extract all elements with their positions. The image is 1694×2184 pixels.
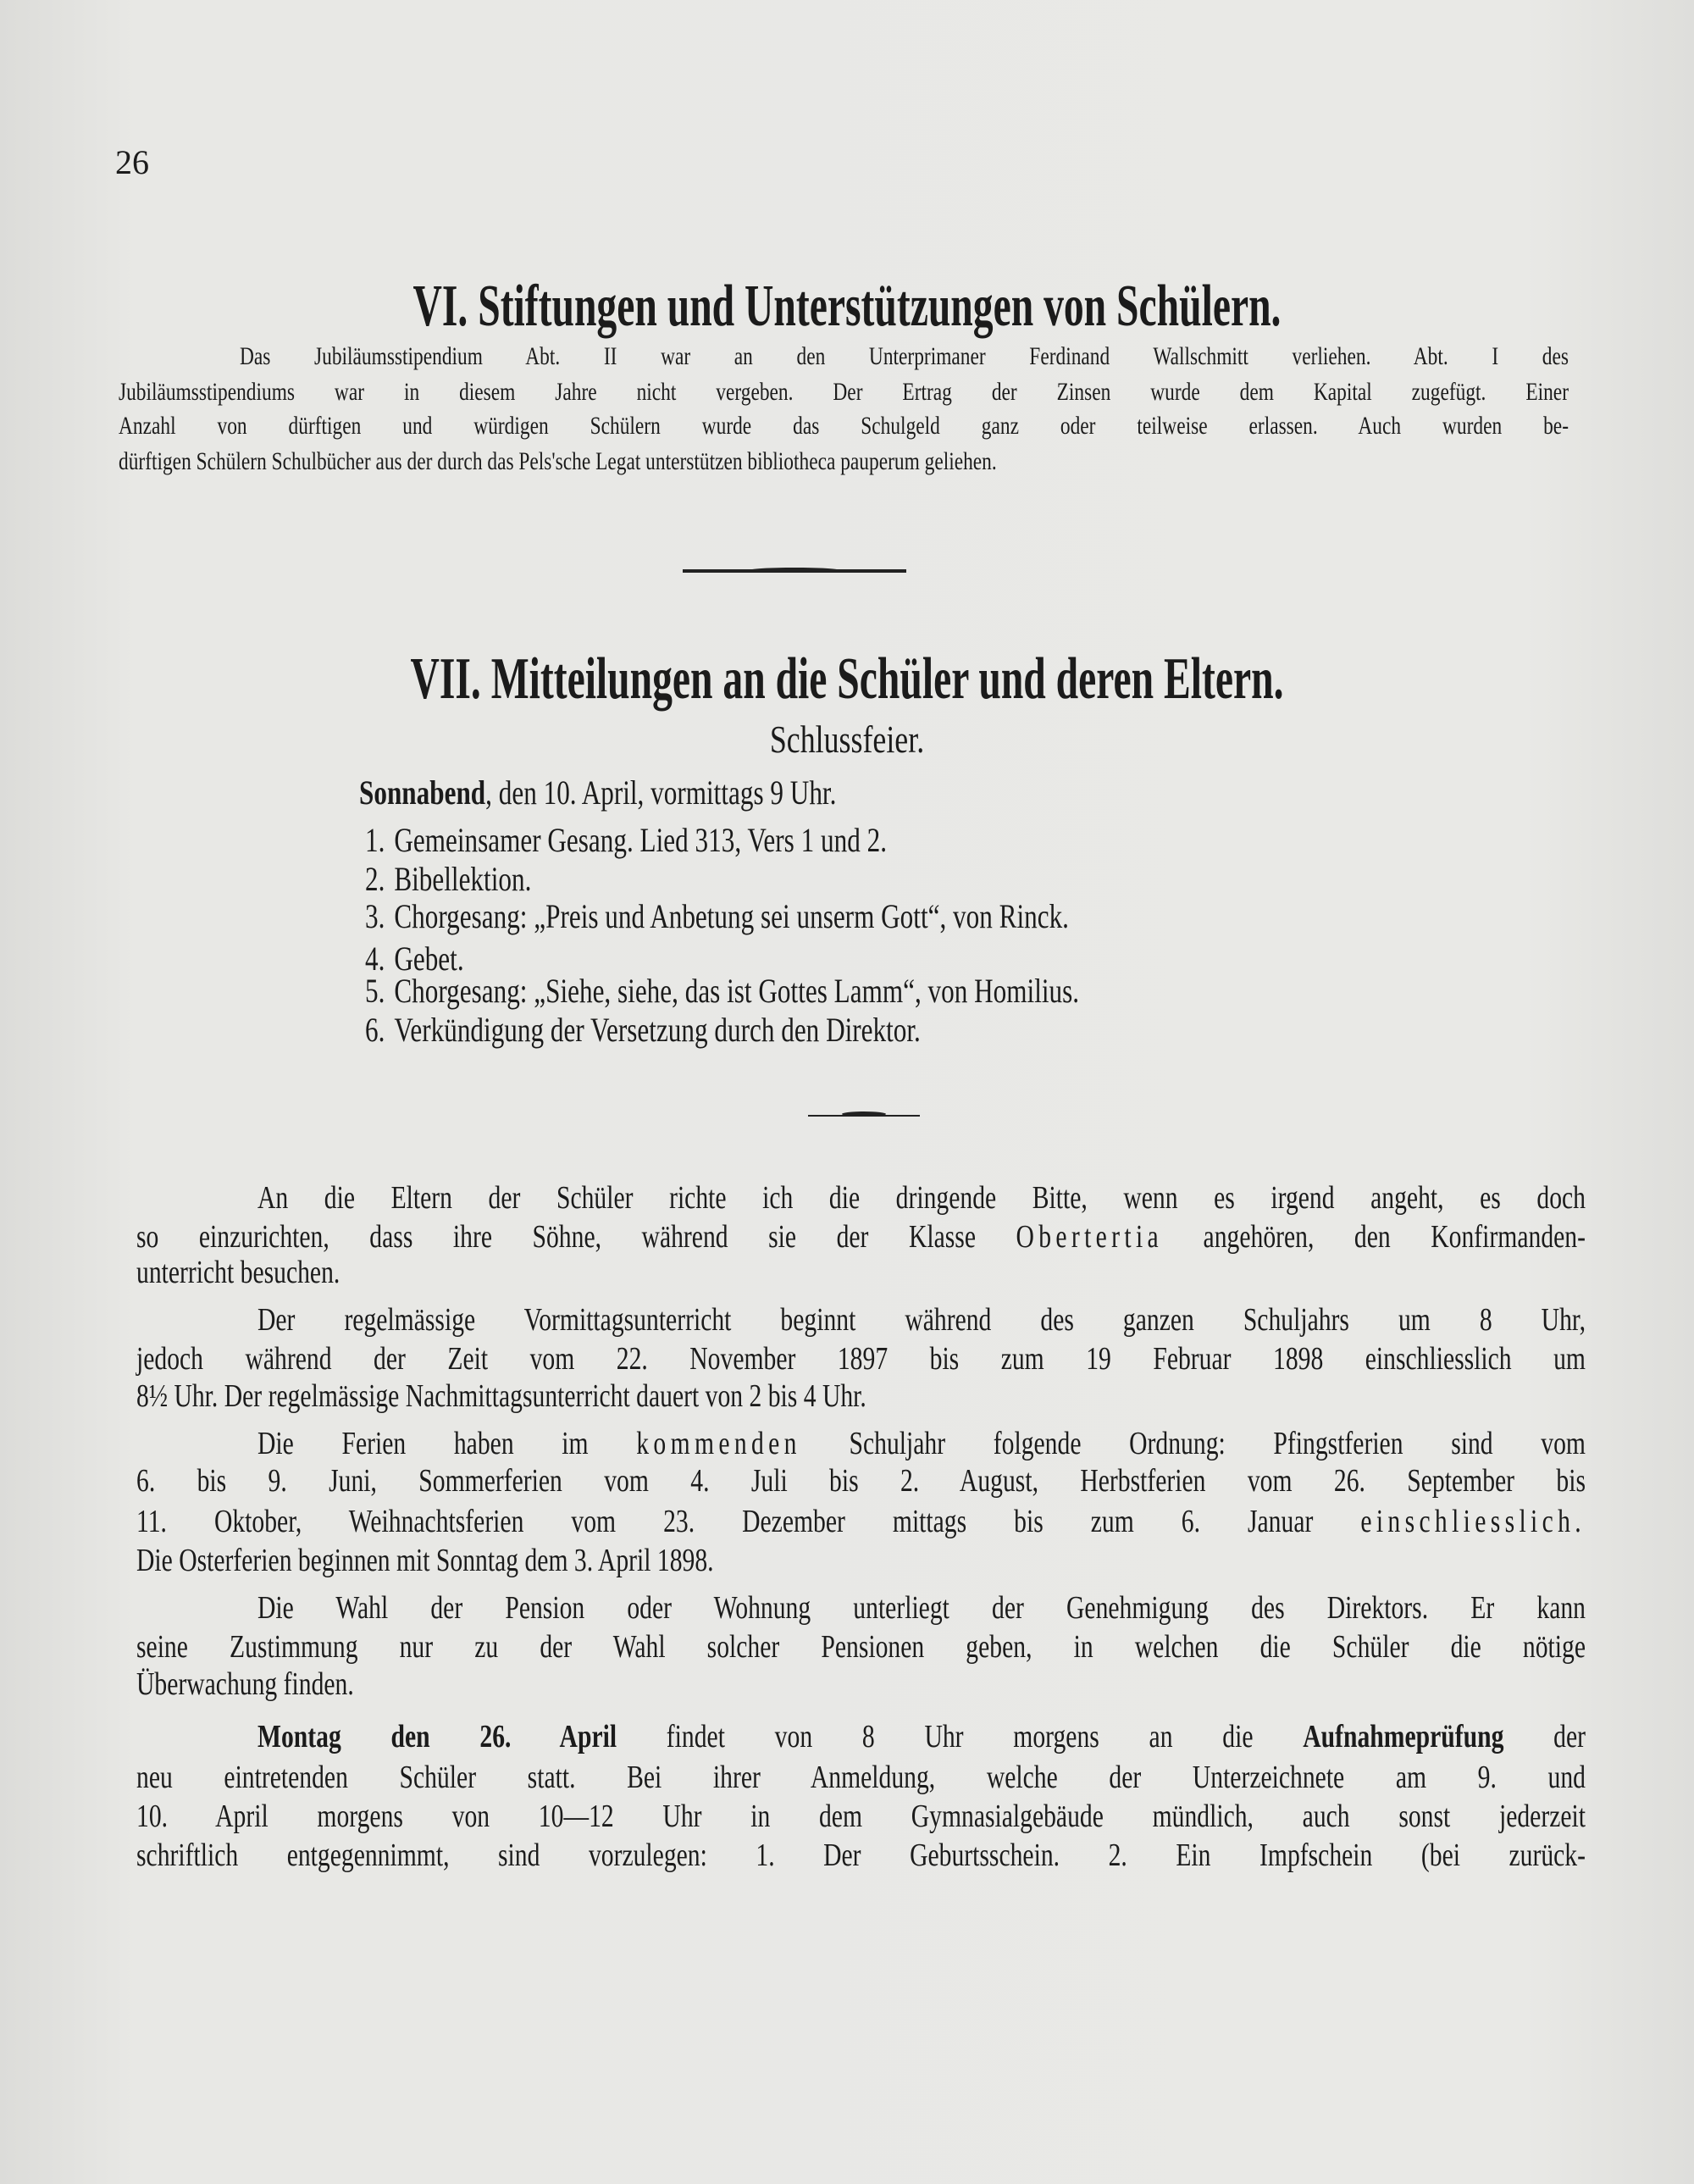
paragraph-line (136, 1759, 1586, 1796)
text-segment: An die Eltern der Schüler richte ich die dringende Bitte, wenn es irgend angeht, es doch (257, 1180, 1586, 1216)
paragraph-line (136, 1837, 1586, 1874)
program-item-number: 2. (365, 860, 385, 898)
program-item (365, 896, 1069, 936)
section-7-heading: VII. Mitteilungen an die Schüler und deren Eltern. (410, 646, 1284, 712)
program-item (365, 1010, 921, 1050)
text-segment: einschliesslich. (1360, 1504, 1586, 1539)
text-segment: schriftlich entgegennimmt, sind vorzulegen: 1. Der Geburtsschein. 2. Ein Impfschein (bei zurück- (136, 1838, 1586, 1873)
paragraph-line (136, 1666, 354, 1703)
text-segment: findet von 8 Uhr morgens an die (617, 1719, 1304, 1754)
text-segment: Der regelmässige Vormittagsunterricht beginnt während des ganzen Schuljahrs um 8 Uhr, (257, 1302, 1586, 1338)
paragraph-line (136, 1340, 1586, 1377)
program-item-number: 1. (365, 821, 385, 859)
text-segment: dürftigen Schülern Schulbücher aus der durch das Pels'sche Legat unterstützen bibliotheca pauperum geliehen. (119, 447, 997, 475)
paragraph-line (257, 1718, 1586, 1755)
section-divider (683, 569, 906, 573)
text-segment: Überwachung finden. (136, 1666, 354, 1702)
text-segment: , den 10. April, vormittags 9 Uhr. (485, 773, 837, 812)
program-item-text: Chorgesang: „Siehe, siehe, das ist Gottes Lamm“, von Homilius. (394, 972, 1080, 1010)
paragraph-line (136, 1628, 1586, 1666)
program-item (365, 820, 887, 860)
text-segment: Anzahl von dürftigen und würdigen Schülern wurde das Schulgeld ganz oder teilweise erlassen. Auch wurden be- (119, 412, 1569, 440)
text-segment: Die Osterferien beginnen mit Sonntag dem 3. April 1898. (136, 1543, 714, 1578)
section-6-heading: VI. Stiftungen und Unterstützungen von Schülern. (412, 274, 1282, 339)
text-segment: Montag den 26. April (257, 1719, 617, 1754)
date-line (359, 773, 836, 812)
text-segment: Schuljahr folgende Ordnung: Pfingstferien sind vom (800, 1426, 1586, 1461)
paragraph-line (136, 1503, 1586, 1540)
paragraph-line (136, 1798, 1586, 1835)
paragraph-line (257, 1301, 1586, 1339)
page-number: 26 (115, 143, 149, 181)
text-segment: 10. April morgens von 10—12 Uhr in dem Gymnasialgebäude mündlich, auch sonst jederzeit (136, 1799, 1586, 1834)
program-item-number: 4. (365, 940, 385, 978)
paragraph-line (119, 447, 1569, 476)
text-segment: 11. Oktober, Weihnachtsferien vom 23. Dezember mittags bis zum 6. Januar (136, 1504, 1361, 1539)
program-item-text: Verkündigung der Versetzung durch den Direktor. (394, 1011, 921, 1049)
text-segment: Die Ferien haben im (257, 1426, 637, 1461)
text-segment: jedoch während der Zeit vom 22. November 1897 bis zum 19 Februar 1898 einschliesslich um (136, 1341, 1586, 1377)
program-item-text: Bibellektion. (394, 860, 532, 898)
paragraph-line (136, 1462, 1586, 1499)
text-segment: Aufnahmeprüfung (1303, 1719, 1504, 1754)
program-divider (808, 1115, 920, 1117)
program-item-text: Gemeinsamer Gesang. Lied 313, Vers 1 und 2. (394, 821, 888, 859)
paragraph-line (240, 342, 1569, 371)
program-item (365, 859, 531, 899)
text-segment: Obertertia (1016, 1219, 1164, 1255)
program-item-text: Chorgesang: „Preis und Anbetung sei unserm Gott“, von Rinck. (394, 897, 1069, 935)
paragraph-line (136, 1542, 714, 1579)
program-item-number: 5. (365, 972, 385, 1010)
text-segment: neu eintretenden Schüler statt. Bei ihrer Anmeldung, welche der Unterzeichnete am 9. und (136, 1760, 1586, 1795)
text-segment: so einzurichten, dass ihre Söhne, während sie der Klasse (136, 1219, 1016, 1255)
paragraph-line (257, 1589, 1586, 1627)
text-segment: Das Jubiläumsstipendium Abt. II war an den Unterprimaner Ferdinand Wallschmitt verliehen. Abt. I des (240, 342, 1569, 370)
program-item (365, 971, 1079, 1011)
text-segment: unterricht besuchen. (136, 1255, 340, 1290)
text-segment: der (1503, 1719, 1586, 1754)
paragraph-line (257, 1425, 1586, 1462)
text-segment: 8½ Uhr. Der regelmässige Nachmittagsunterricht dauert von 2 bis 4 Uhr. (136, 1378, 866, 1414)
paragraph-line (119, 378, 1569, 407)
program-item-text: Gebet. (394, 940, 464, 978)
text-segment: 6. bis 9. Juni, Sommerferien vom 4. Juli bis 2. August, Herbstferien vom 26. September bis (136, 1463, 1586, 1499)
paragraph-line (136, 1254, 340, 1291)
paragraph-line (136, 1218, 1586, 1256)
text-segment: Die Wahl der Pension oder Wohnung unterliegt der Genehmigung des Direktors. Er kann (257, 1590, 1586, 1626)
paragraph-line (119, 412, 1569, 441)
text-segment: Sonnabend (359, 773, 486, 812)
text-segment: seine Zustimmung nur zu der Wahl solcher Pensionen geben, in welchen die Schüler die nötige (136, 1629, 1586, 1665)
paragraph-line (257, 1179, 1586, 1217)
schlussfeier-heading: Schlussfeier. (769, 718, 925, 761)
text-segment: Jubiläumsstipendiums war in diesem Jahre nicht vergeben. Der Ertrag der Zinsen wurde dem Kapital zugefügt. Einer (119, 378, 1569, 406)
text-segment: kommenden (636, 1426, 801, 1461)
paragraph-line (136, 1377, 866, 1415)
program-item-number: 6. (365, 1011, 385, 1049)
program-item-number: 3. (365, 897, 385, 935)
text-segment: angehören, den Konfirmanden- (1163, 1219, 1586, 1255)
